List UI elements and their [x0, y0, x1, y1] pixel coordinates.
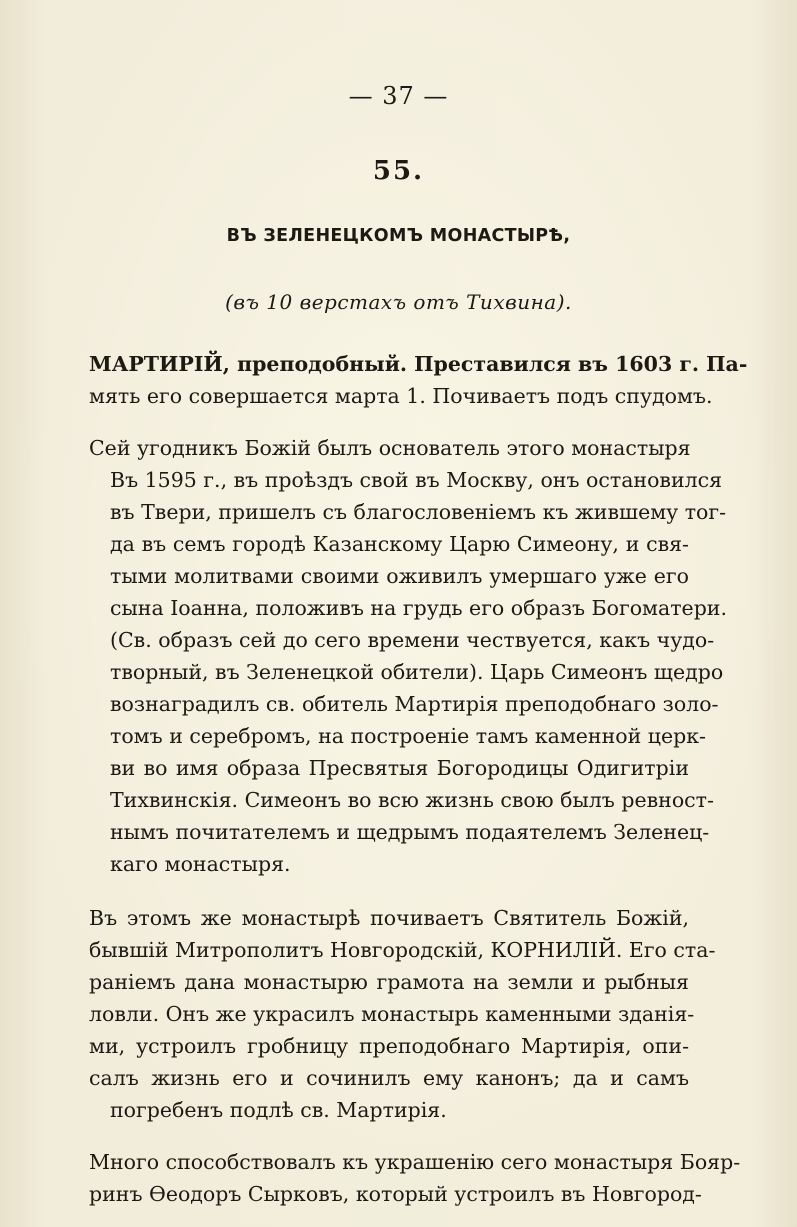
- text-line: раніемъ дана монастырю грамота на земли и рыбныя: [89, 970, 689, 994]
- text-line: ви во имя образа Пресвятыя Богородицы Одигитріи: [110, 756, 689, 780]
- section-heading: ВЪ ЗЕЛЕНЕЦКОМЪ МОНАСТЫРѢ,: [226, 226, 571, 246]
- section-number: 55.: [372, 156, 425, 186]
- text-line: мять его совершается марта 1. Почиваетъ подъ спудомъ.: [89, 384, 713, 408]
- text-line: (Св. образъ сей до сего времени чествуется, какъ чудо-: [110, 628, 715, 652]
- text-line: тыми молитвами своими оживилъ умершаго уже его: [110, 564, 689, 588]
- text-line: нымъ почитателемъ и щедрымъ подаятелемъ Зеленец-: [110, 820, 710, 844]
- text-line: Въ этомъ же монастырѣ почиваетъ Святитель Божій,: [89, 906, 689, 930]
- text-line: да въ семъ городѣ Казанскому Царю Симеону, и свя-: [110, 532, 689, 556]
- text-line: сына Іоанна, положивъ на грудь его образъ Богоматери.: [110, 596, 727, 620]
- text-line: творный, въ Зеленецкой обители). Царь Симеонъ щедро: [110, 660, 724, 684]
- text-line: МАРТИРІЙ, преподобный. Преставился въ 1603 г. Па-: [89, 352, 748, 376]
- text-line: ринъ Ѳеодоръ Сырковъ, который устроилъ въ Новгород-: [89, 1182, 702, 1206]
- text-line: ловли. Онъ же украсилъ монастырь каменными зданія-: [89, 1002, 695, 1026]
- text-line: Сей угодникъ Божій былъ основатель этого монастыря: [89, 436, 691, 460]
- text-line: Тихвинскія. Симеонъ во всю жизнь свою былъ ревност-: [110, 788, 714, 812]
- text-line: погребенъ подлѣ св. Мартирія.: [110, 1098, 447, 1122]
- section-subheading: (въ 10 верстахъ отъ Тихвина).: [225, 290, 572, 314]
- text-line: Много способствовалъ къ украшенію сего монастыря Бояр-: [89, 1150, 741, 1174]
- text-line: томъ и серебромъ, на построеніе тамъ каменной церк-: [110, 724, 706, 748]
- text-line: въ Твери, пришелъ съ благословеніемъ къ жившему тог-: [110, 500, 727, 524]
- text-line: салъ жизнь его и сочинилъ ему канонъ; да и самъ: [89, 1066, 689, 1090]
- text-line: каго монастыря.: [110, 852, 291, 876]
- text-line: Въ 1595 г., въ проѣздъ свой въ Москву, онъ остановился: [110, 468, 723, 492]
- text-line: вознаградилъ св. обитель Мартирія преподобнаго золо-: [110, 692, 719, 716]
- page-number: — 37 —: [348, 82, 449, 110]
- text-line: бывшій Митрополитъ Новгородскій, КОРНИЛІЙ. Его ста-: [89, 938, 716, 962]
- text-line: ми, устроилъ гробницу преподобнаго Мартирія, опи-: [89, 1034, 689, 1058]
